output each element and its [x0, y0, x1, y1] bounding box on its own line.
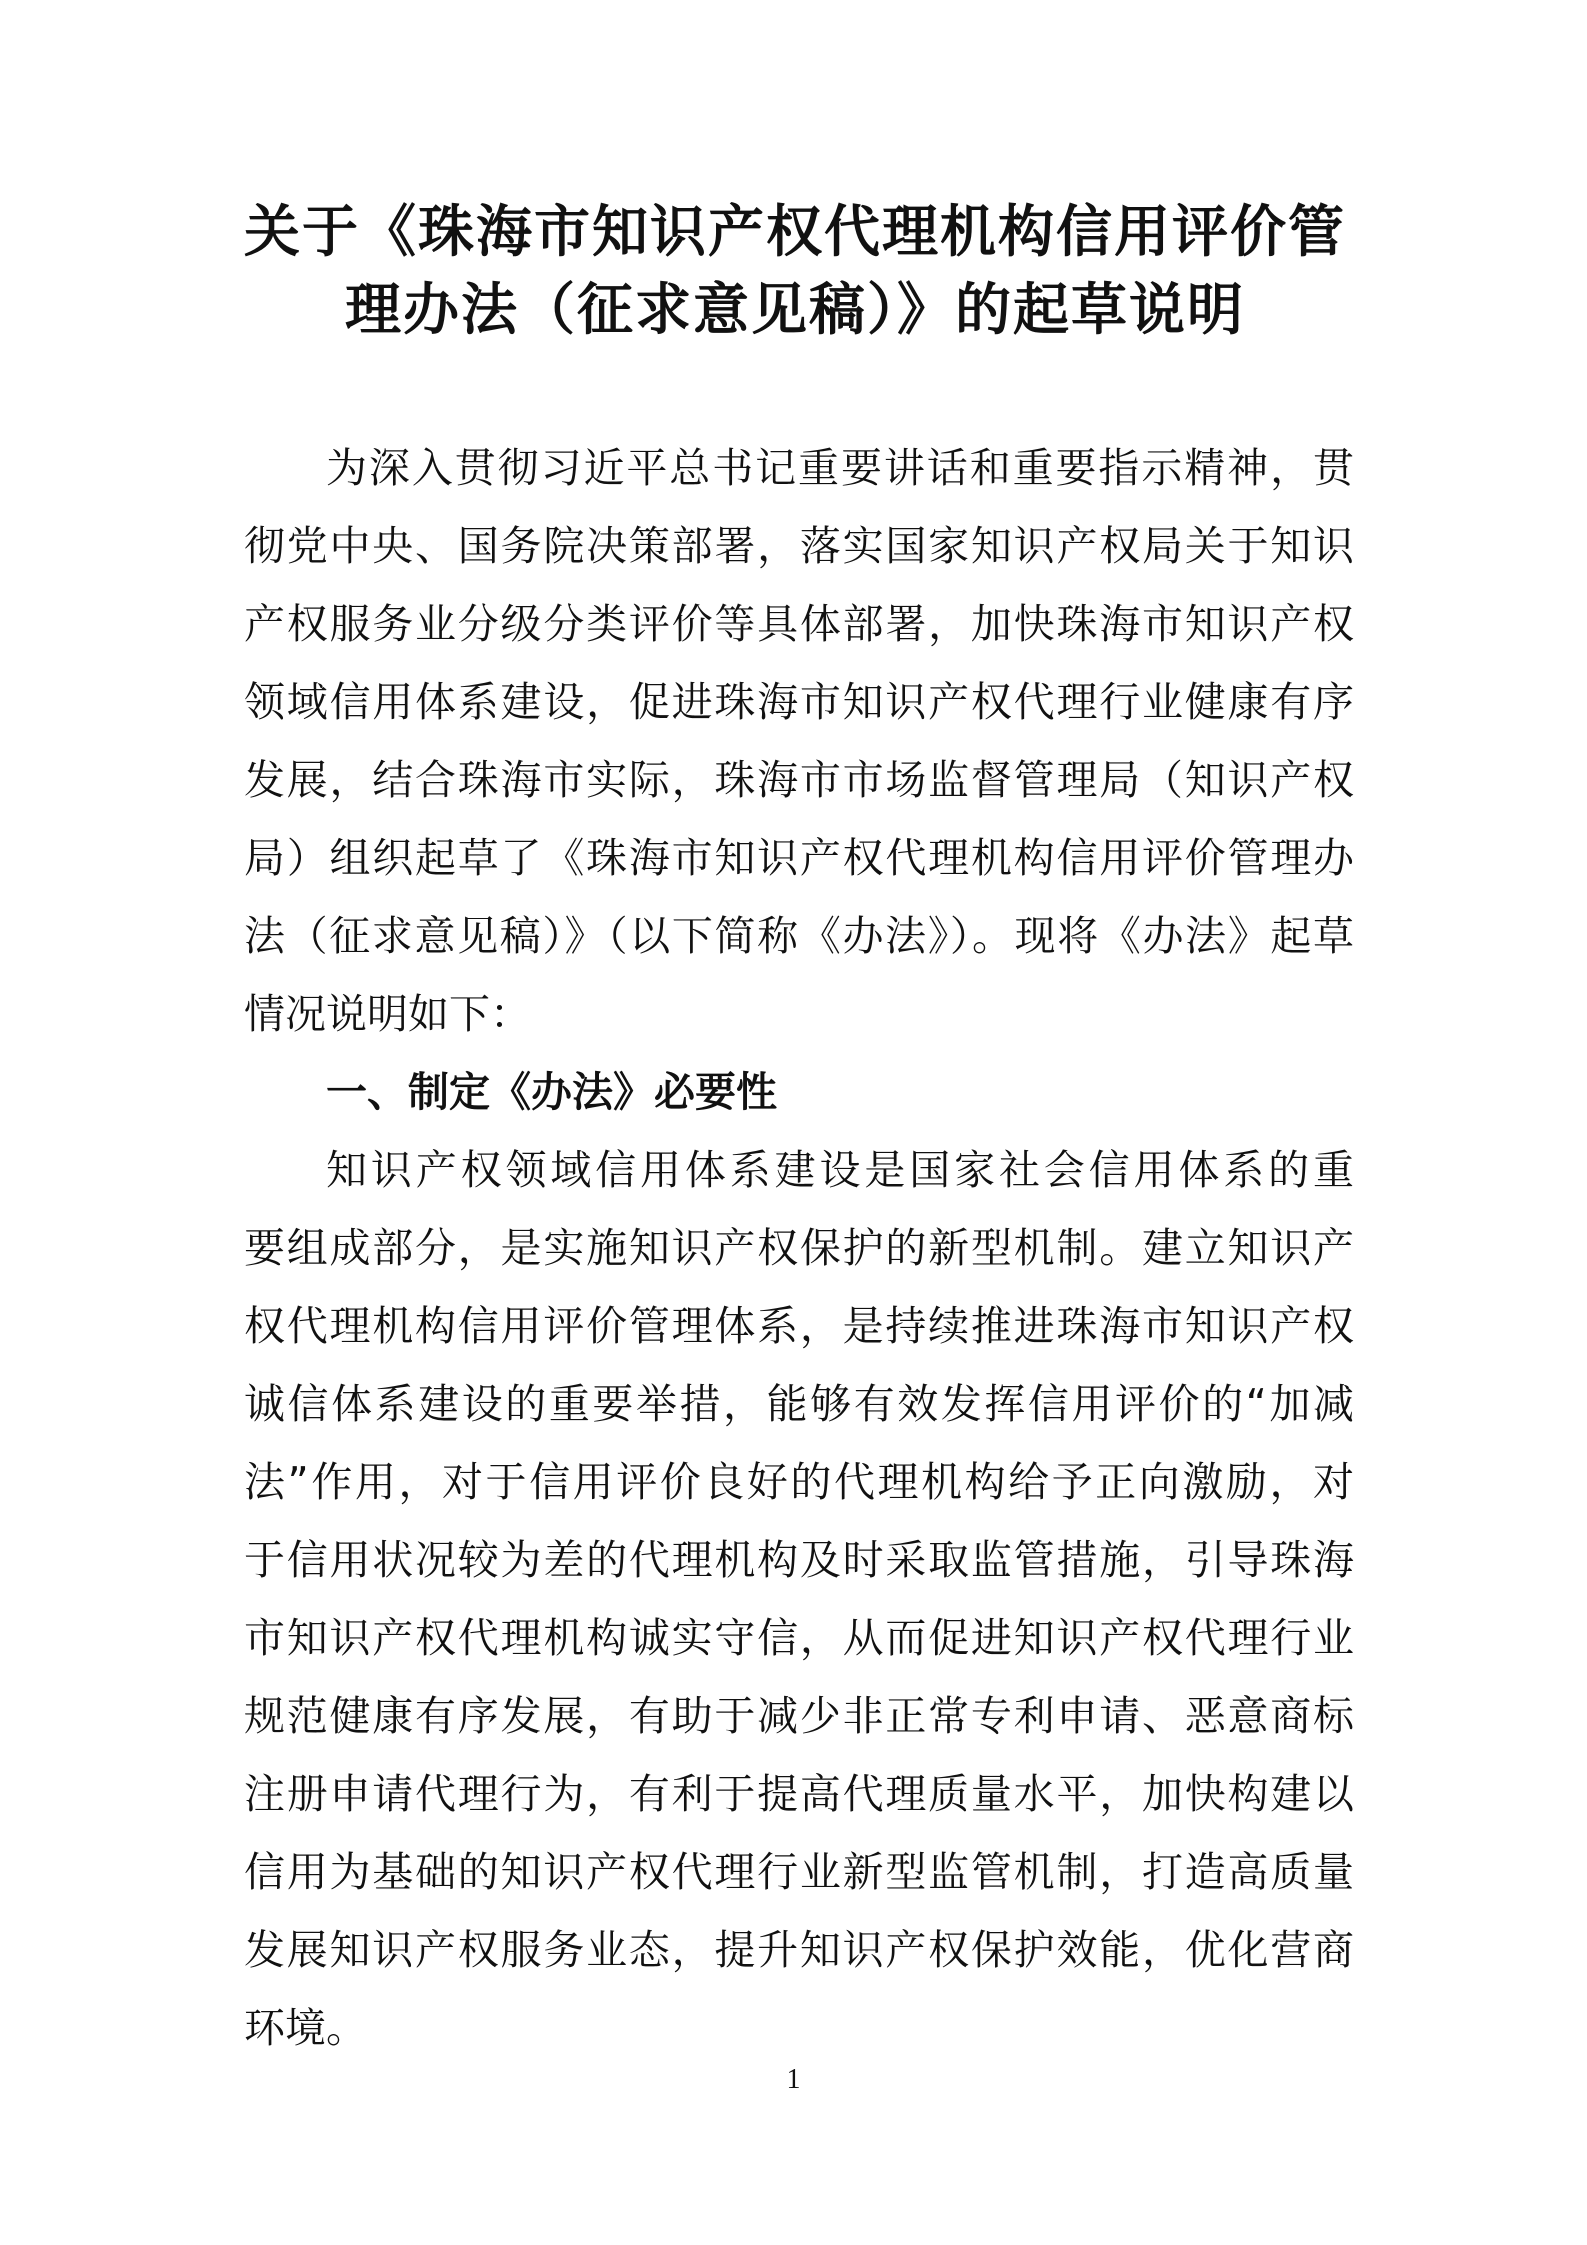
paragraph-2-line: 发展知识产权服务业态，提升知识产权保护效能，优化营商	[244, 1926, 1354, 1974]
paragraph-1-line: 局）组织起草了《珠海市知识产权代理机构信用评价管理办	[244, 834, 1354, 882]
paragraph-2-line: 市知识产权代理机构诚实守信，从而促进知识产权代理行业	[244, 1614, 1354, 1662]
paragraph-2-line: 权代理机构信用评价管理体系，是持续推进珠海市知识产权	[244, 1302, 1354, 1350]
document-title-line-2: 理办法（征求意见稿）》的起草说明	[345, 277, 1245, 343]
paragraph-2-line: 于信用状况较为差的代理机构及时采取监管措施，引导珠海	[244, 1536, 1354, 1584]
paragraph-2-line: 信用为基础的知识产权代理行业新型监管机制，打造高质量	[244, 1848, 1354, 1896]
paragraph-1-line: 情况说明如下：	[244, 990, 531, 1038]
paragraph-2-line: 环境。	[244, 2004, 367, 2052]
paragraph-1-line: 产权服务业分级分类评价等具体部署，加快珠海市知识产权	[244, 600, 1354, 648]
paragraph-2-line: 要组成部分，是实施知识产权保护的新型机制。建立知识产	[244, 1224, 1354, 1272]
page-number: 1	[786, 2064, 801, 2095]
paragraph-1-line: 彻党中央、国务院决策部署，落实国家知识产权局关于知识	[244, 522, 1354, 570]
paragraph-2-line: 知识产权领域信用体系建设是国家社会信用体系的重	[326, 1146, 1354, 1194]
paragraph-2-line: 规范健康有序发展，有助于减少非正常专利申请、恶意商标	[244, 1692, 1354, 1740]
paragraph-2-line: 诚信体系建设的重要举措，能够有效发挥信用评价的“加减	[244, 1380, 1354, 1428]
section-heading-1: 一、制定《办法》必要性	[326, 1068, 777, 1116]
paragraph-1-line: 为深入贯彻习近平总书记重要讲话和重要指示精神，贯	[326, 444, 1354, 492]
paragraph-1-line: 领域信用体系建设，促进珠海市知识产权代理行业健康有序	[244, 678, 1354, 726]
paragraph-1-line: 发展，结合珠海市实际，珠海市市场监督管理局（知识产权	[244, 756, 1354, 804]
document-title-line-1: 关于《珠海市知识产权代理机构信用评价管	[244, 199, 1346, 265]
paragraph-1-line: 法（征求意见稿）》（以下简称《办法》）。现将《办法》起草	[244, 912, 1354, 960]
paragraph-2-line: 注册申请代理行为，有利于提高代理质量水平，加快构建以	[244, 1770, 1354, 1818]
paragraph-2-line: 法”作用，对于信用评价良好的代理机构给予正向激励，对	[244, 1458, 1354, 1506]
